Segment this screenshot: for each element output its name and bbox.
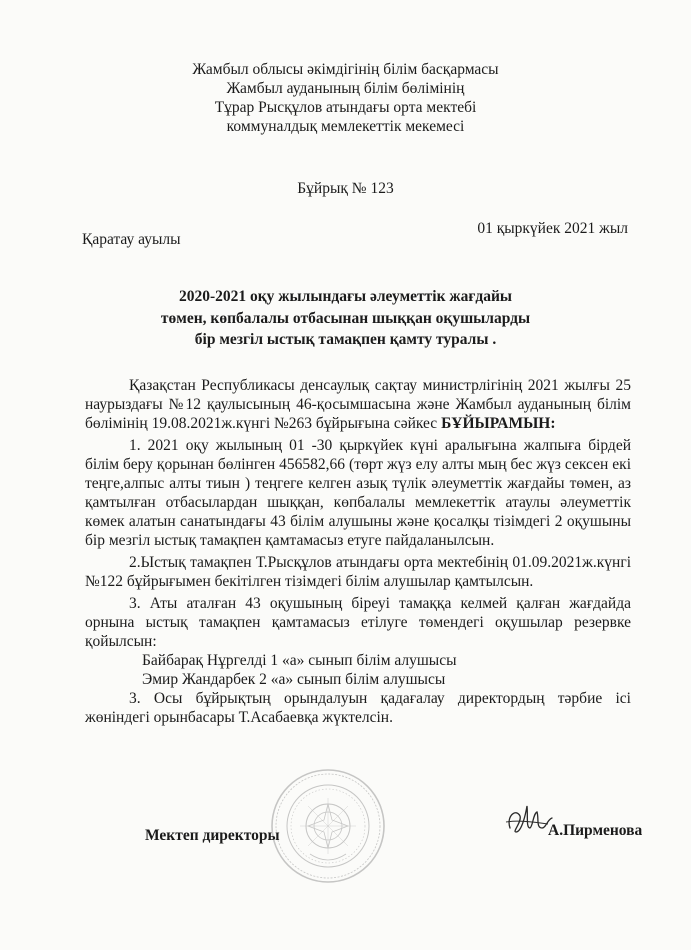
title-line-3: бір мезгіл ыстық тамақпен қамту туралы . (194, 331, 497, 348)
header-line-3: Тұрар Рысқұлов атындағы орта мектебі (214, 99, 477, 116)
document-title (0, 286, 691, 351)
reserve-student-2: Эмир Жандарбек 2 «а» сынып білім алушысы (142, 671, 446, 688)
order-item-3: 3. Аты аталған 43 оқушының біреуі тамаққа келмей қалған жағдайда орнына ыстық тамақпен қамтамасыз етілуге төмендегі оқушылар резервке қойылсын: (85, 595, 631, 650)
order-keyword: БҰЙЫРАМЫН: (441, 415, 556, 432)
order-date: 01 қыркүйек 2021 жыл (477, 220, 628, 237)
title-line-2: төмен, көпбалалы отбасынан шыққан оқушыларды (160, 309, 531, 327)
preamble-text: Қазақстан Республикасы денсаулық сақтау министрлігінің 2021 жылғы 25 наурыздағы №12 қаулысының 46-қосымшасына және Жамбыл ауданының білім бөлімінің 19.08.2021ж.күнгі №263 бұйрығына сәйкес (85, 377, 631, 432)
preamble-paragraph (85, 376, 631, 433)
header-line-4: коммуналдық мемлекеттік мекемесі (226, 118, 465, 135)
official-seal (270, 768, 386, 884)
village-name: Қаратау ауылы (82, 231, 181, 248)
document-body (85, 376, 631, 727)
signatory-name: А.Пирменова (548, 822, 643, 839)
organization-header (0, 60, 691, 136)
header-line-1: Жамбыл облысы әкімдігінің білім басқармасы (192, 61, 499, 78)
order-item-1: 1. 2021 оқу жылының 01 -30 қыркүйек күні аралығына жалпыға бірдей білім беру қорынан бөлінген 456582,66 (төрт жүз елу алты мың бес жүз сексен екі теңге,алпыс алты тиын ) теңгеге келген азық түлік әлеуметтік жағдайы төмен, аз қамтылған отбасылардан шыққан, көпбалалы мемлекеттік атаулы әлеуметтік көмек алатын санатындағы 43 білім алушыны және қосалқы тізімдегі 2 оқушыны бір мезгіл ыстық тамақпен қамтамасыз етуге пайдаланылсын. (85, 437, 631, 549)
order-item-2: 2.Ыстық тамақпен Т.Рысқұлов атындағы орта мектебінің 01.09.2021ж.күнгі №122 бұйрығымен бекітілген тізімдегі білім алушылар қамтылсын. (85, 554, 631, 590)
title-line-1: 2020-2021 оқу жылындағы әлеуметтік жағдайы (178, 288, 513, 305)
order-number: Бұйрық № 123 (297, 180, 394, 197)
signatory-position: Мектеп директоры (145, 827, 280, 844)
header-line-2: Жамбыл ауданының білім бөлімінің (226, 80, 465, 97)
order-item-4: 3. Осы бұйрықтың орындалуын қадағалау директордың тәрбие ісі жөніндегі орынбасары Т.Асабаевқа жүктелсін. (85, 690, 631, 726)
reserve-student-1: Байбарақ Нұргелді 1 «а» сынып білім алушысы (142, 652, 457, 669)
